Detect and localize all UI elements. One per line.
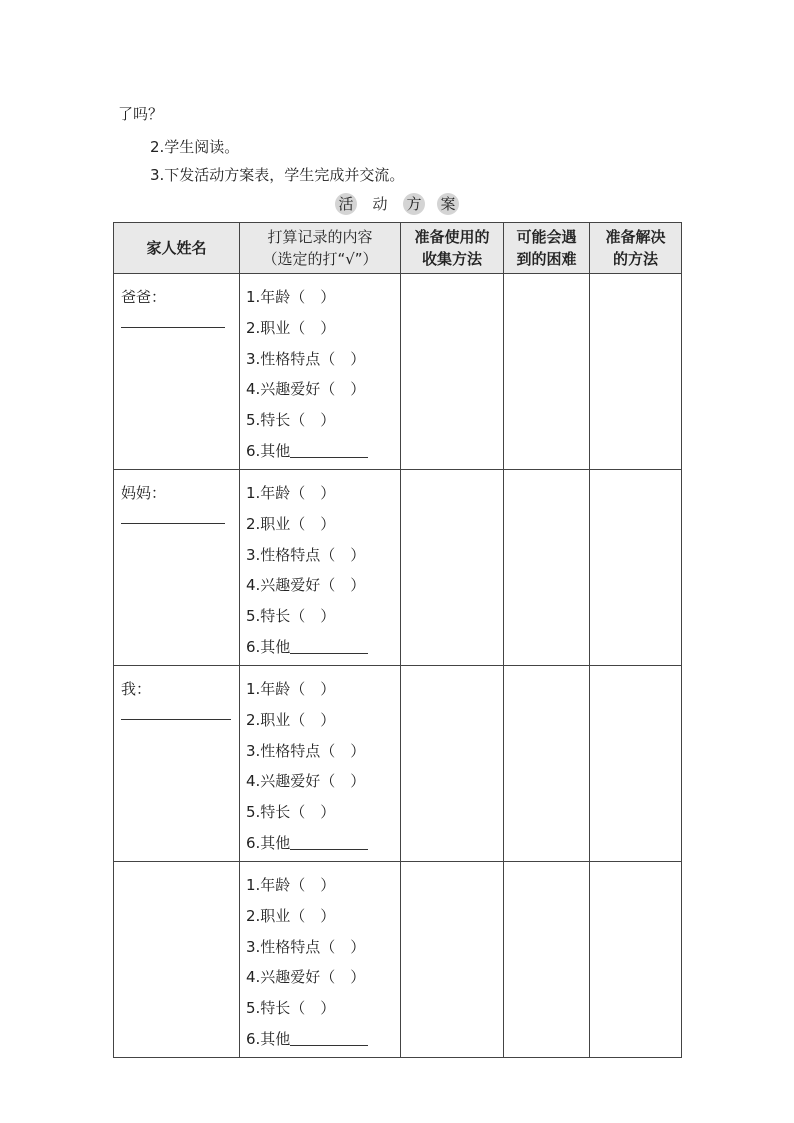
record-item[interactable] xyxy=(246,570,400,601)
record-item[interactable] xyxy=(246,509,400,540)
record-item[interactable] xyxy=(246,313,400,344)
record-content-cell xyxy=(240,666,401,862)
record-item-label: 1.年龄（ ） xyxy=(246,680,336,698)
record-item[interactable] xyxy=(246,405,400,436)
record-item[interactable] xyxy=(246,705,400,736)
title-char: 案 xyxy=(437,193,459,215)
record-item-label: 3.性格特点（ ） xyxy=(246,741,366,760)
record-item-label: 5.特长（ ） xyxy=(246,607,336,626)
record-item[interactable] xyxy=(246,932,400,963)
record-item-label: 4.兴趣爱好（ ） xyxy=(246,576,366,595)
record-item[interactable] xyxy=(246,601,400,632)
record-item[interactable] xyxy=(246,736,400,767)
method-cell[interactable] xyxy=(401,274,504,470)
method-cell[interactable] xyxy=(401,862,504,1058)
record-item-label: 2.职业（ ） xyxy=(246,906,336,925)
record-item-label: 5.特长（ ） xyxy=(246,999,336,1018)
record-item[interactable] xyxy=(246,374,400,405)
name-cell xyxy=(114,862,240,1058)
difficulty-cell[interactable] xyxy=(504,274,590,470)
header-content: 打算记录的内容 （选定的打“√”） xyxy=(240,223,401,274)
record-content-cell xyxy=(240,470,401,666)
family-member-label: 爸爸： xyxy=(121,288,167,306)
record-item-label: 4.兴趣爱好（ ） xyxy=(246,380,366,399)
table-row xyxy=(114,470,682,666)
difficulty-cell[interactable] xyxy=(504,666,590,862)
activity-plan-table xyxy=(113,222,682,1058)
record-item-label: 5.特长（ ） xyxy=(246,411,336,430)
name-cell xyxy=(114,274,240,470)
record-item[interactable] xyxy=(246,344,400,375)
record-content-cell xyxy=(240,274,401,470)
record-item-label: 6.其他 xyxy=(246,441,291,460)
name-blank-line[interactable] xyxy=(121,717,231,720)
record-item[interactable] xyxy=(246,436,400,467)
record-content-cell xyxy=(240,862,401,1058)
record-item[interactable] xyxy=(246,828,400,859)
solution-cell[interactable] xyxy=(590,862,682,1058)
solution-cell[interactable] xyxy=(590,470,682,666)
record-item-label: 1.年龄（ ） xyxy=(246,876,336,894)
record-item[interactable] xyxy=(246,901,400,932)
intro-line-3: 3.下发活动方案表，学生完成并交流。 xyxy=(150,166,405,184)
name-cell xyxy=(114,470,240,666)
record-item[interactable] xyxy=(246,674,400,705)
solution-cell[interactable] xyxy=(590,274,682,470)
record-item-label: 4.兴趣爱好（ ） xyxy=(246,772,366,791)
header-name: 家人姓名 xyxy=(114,223,240,274)
record-item-label: 6.其他 xyxy=(246,1029,291,1048)
record-item[interactable] xyxy=(246,766,400,797)
record-item-label: 3.性格特点（ ） xyxy=(246,937,366,956)
header-row xyxy=(114,223,682,274)
family-member-label: 妈妈： xyxy=(121,484,167,502)
name-blank-line[interactable] xyxy=(121,521,225,524)
record-item[interactable] xyxy=(246,282,400,313)
header-method: 准备使用的 收集方法 xyxy=(401,223,504,274)
record-item-label: 6.其他 xyxy=(246,833,291,852)
other-blank-line[interactable] xyxy=(290,441,368,458)
table-title xyxy=(0,193,794,215)
name-cell xyxy=(114,666,240,862)
other-blank-line[interactable] xyxy=(290,833,368,850)
record-item-label: 5.特长（ ） xyxy=(246,803,336,822)
record-item[interactable] xyxy=(246,870,400,901)
title-char: 活 xyxy=(335,193,357,215)
method-cell[interactable] xyxy=(401,470,504,666)
title-char: 方 xyxy=(403,193,425,215)
header-difficulty: 可能会遇 到的困难 xyxy=(504,223,590,274)
name-blank-line[interactable] xyxy=(121,325,225,328)
record-item-label: 2.职业（ ） xyxy=(246,710,336,729)
intro-line-1: 了吗？ xyxy=(118,105,164,123)
difficulty-cell[interactable] xyxy=(504,862,590,1058)
table-row xyxy=(114,862,682,1058)
difficulty-cell[interactable] xyxy=(504,470,590,666)
title-char: 动 xyxy=(372,195,388,213)
record-item-label: 2.职业（ ） xyxy=(246,318,336,337)
record-item-label: 6.其他 xyxy=(246,637,291,656)
record-item[interactable] xyxy=(246,632,400,663)
record-item[interactable] xyxy=(246,797,400,828)
table-row xyxy=(114,666,682,862)
other-blank-line[interactable] xyxy=(290,1029,368,1046)
record-item[interactable] xyxy=(246,993,400,1024)
record-item-label: 1.年龄（ ） xyxy=(246,484,336,502)
record-item-label: 3.性格特点（ ） xyxy=(246,349,366,368)
record-item-label: 4.兴趣爱好（ ） xyxy=(246,968,366,987)
other-blank-line[interactable] xyxy=(290,637,368,654)
record-item[interactable] xyxy=(246,478,400,509)
family-member-label: 我： xyxy=(121,680,152,698)
record-item-label: 1.年龄（ ） xyxy=(246,288,336,306)
header-solution: 准备解决 的方法 xyxy=(590,223,682,274)
record-item[interactable] xyxy=(246,540,400,571)
record-item-label: 3.性格特点（ ） xyxy=(246,545,366,564)
solution-cell[interactable] xyxy=(590,666,682,862)
table-row xyxy=(114,274,682,470)
record-item[interactable] xyxy=(246,962,400,993)
method-cell[interactable] xyxy=(401,666,504,862)
intro-line-2: 2.学生阅读。 xyxy=(150,138,240,156)
record-item[interactable] xyxy=(246,1024,400,1055)
record-item-label: 2.职业（ ） xyxy=(246,514,336,533)
